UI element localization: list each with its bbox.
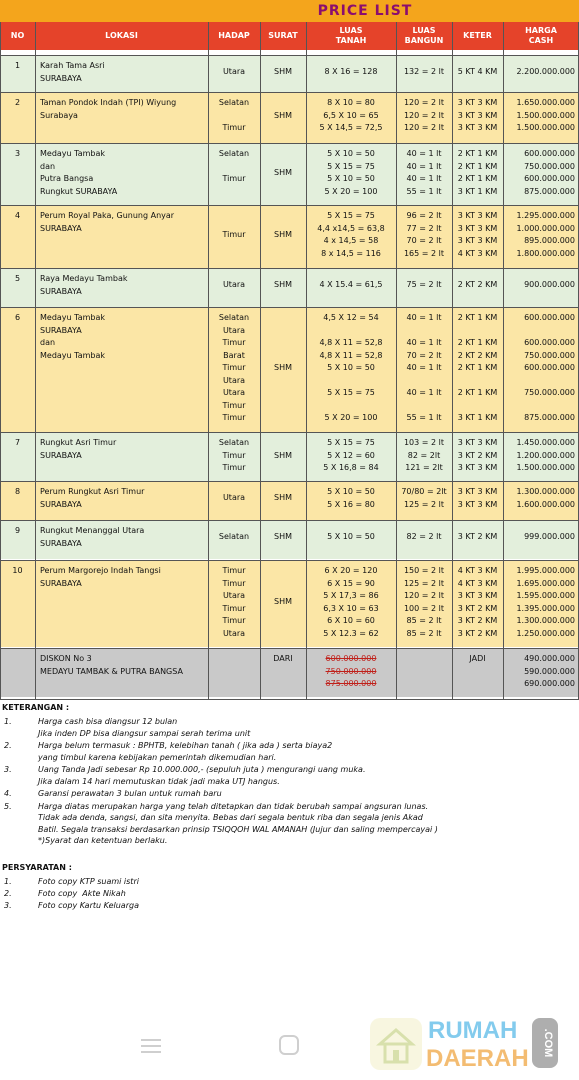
row-location: Perum Margorejo Indah Tangsi [40, 566, 161, 575]
row-number: 6 [14, 313, 21, 322]
row-rooms: 3 KT 2 KM [457, 532, 498, 542]
row-location: Karah Tama Asri [40, 61, 105, 70]
row-certificate: SHM [274, 450, 292, 460]
keterangan-text: Jika inden DP bisa diangsur sampai serah terima unit [38, 728, 251, 738]
row-price: 750.000.000 [524, 161, 575, 171]
row-facing: Timur [222, 578, 246, 588]
row-price: 600.000.000 [524, 363, 575, 372]
row-certificate: SHM [274, 363, 292, 372]
keterangan-text: yang timbul karena kebijakan pemerintah dikemudian hari. [38, 752, 277, 762]
row-land-area: 5 X 10 = 50 [327, 174, 375, 183]
row-facing: Selatan [218, 98, 250, 107]
row-rooms: 4 KT 3 KM [457, 578, 498, 588]
row-land-area: 4 X 15.4 = 61,5 [319, 280, 383, 290]
keterangan-number: 4. [4, 789, 12, 798]
keterangan-text: Harga cash bisa diangsur 12 bulan [38, 717, 178, 726]
row-location: Taman Pondok Indah (TPI) Wiyung [40, 98, 177, 107]
row-rooms: 3 KT 3 KM [457, 123, 498, 132]
row-location: SURABAYA [40, 223, 82, 233]
row-price: 1.995.000.000 [516, 566, 575, 575]
row-rooms: 5 KT 4 KM [457, 67, 498, 77]
row-location: Perum Rungkut Asri Timur [40, 487, 145, 496]
row-price: 600.000.000 [524, 338, 575, 347]
row-building-area: 132 = 2 lt [403, 67, 445, 77]
keterangan-text: Tidak ada denda, sangsi, dan sita menyita. Bebas dari segala bentuk riba dan segala jenis Akad [38, 813, 423, 822]
row-price: 750.000.000 [524, 388, 575, 397]
watermark-line2: DAERAH [426, 1045, 529, 1072]
row-facing: Timur [222, 338, 246, 347]
row-divider [0, 307, 579, 308]
row-certificate: SHM [274, 280, 292, 290]
row-location: Rungkut Asri Timur [40, 438, 117, 447]
row-certificate: SHM [274, 67, 292, 77]
row-facing: Utara [222, 375, 246, 385]
row-rooms: 3 KT 3 KM [457, 591, 498, 600]
row-divider [0, 205, 579, 206]
row-number: 2 [14, 98, 21, 107]
page-title: PRICE LIST [317, 3, 413, 19]
row-rooms: 3 KT 1 KM [457, 186, 498, 196]
row-number: 1 [14, 61, 21, 70]
row-price: 1.200.000.000 [516, 450, 575, 460]
row-facing: Utara [222, 67, 246, 77]
keterangan-text: Harga diatas merupakan harga yang telah ditetapkan dan tidak berubah sampai angsuran lunas. [38, 801, 429, 811]
house-logo-icon [370, 1018, 422, 1070]
row-certificate: SHM [274, 167, 292, 177]
row-building-area: 77 = 2 lt [406, 223, 442, 233]
persyaratan-heading: PERSYARATAN : [2, 862, 72, 872]
row-rooms: 3 KT 3 KM [457, 211, 498, 220]
discount-old-price: 875.000.000 [325, 679, 377, 688]
row-land-area: 5 X 16 = 80 [327, 499, 375, 509]
row-price: 999.000.000 [524, 532, 575, 542]
row-facing: Timur [222, 603, 246, 613]
row-price: 1.650.000.000 [516, 98, 575, 107]
keterangan-text: Batil. Segala transaksi berdasarkan prinsip TSIQQOH WAL AMANAH (Jujur dan saling mempercayai ) [38, 824, 438, 834]
row-land-area: 8 x 14,5 = 116 [321, 248, 381, 258]
row-building-area: 82 = 2 lt [406, 532, 442, 542]
row-number: 5 [14, 274, 21, 283]
row-facing: Utara [222, 493, 246, 503]
keterangan-number: 3. [4, 765, 12, 774]
row-facing: Timur [222, 174, 246, 183]
persyaratan-number: 1. [4, 876, 12, 886]
row-location: Raya Medayu Tambak [40, 274, 128, 283]
row-building-area: 40 = 1 lt [406, 338, 442, 347]
row-rooms: 2 KT 2 KM [457, 280, 498, 290]
persyaratan-text: Foto copy Akte Nikah [38, 888, 126, 898]
column-divider [0, 22, 1, 700]
row-building-area: 85 = 2 lt [406, 628, 442, 638]
row-location: SURABAYA [40, 325, 82, 335]
row-price: 900.000.000 [524, 280, 575, 290]
row-location: SURABAYA [40, 538, 82, 548]
row-building-area: 120 = 2 lt [403, 591, 445, 600]
row-divider [0, 92, 579, 93]
row-land-area: 6,3 X 10 = 63 [323, 603, 379, 613]
column-divider [503, 22, 504, 700]
row-facing: Utara [222, 325, 246, 335]
row-rooms: 2 KT 1 KM [457, 313, 498, 322]
title-bar [0, 0, 579, 22]
row-number: 9 [14, 526, 21, 535]
row-building-area: 120 = 2 lt [403, 123, 445, 132]
row-location: SURABAYA [40, 578, 82, 588]
row-land-area: 4,8 X 11 = 52,8 [319, 338, 383, 347]
keterangan-number: 2. [4, 741, 12, 750]
row-facing: Utara [222, 280, 246, 290]
discount-to-label: JADI [469, 654, 486, 663]
row-land-area: 4 x 14,5 = 58 [323, 236, 379, 245]
header-no: NO [10, 31, 25, 40]
row-rooms: 3 KT 2 KM [457, 616, 498, 625]
row-land-area: 4,5 X 12 = 54 [323, 313, 379, 322]
row-building-area: 55 = 1 lt [406, 186, 442, 196]
row-land-area: 5 X 15 = 75 [327, 161, 375, 171]
keterangan-text: Garansi perawatan 3 bulan untuk rumah baru [38, 789, 222, 798]
row-land-area: 5 X 15 = 75 [327, 211, 375, 220]
row-building-area: 40 = 1 lt [406, 174, 442, 183]
header-harga: HARGA CASH [525, 26, 557, 45]
row-building-area: 85 = 2 lt [406, 616, 442, 625]
row-building-area: 70/80 = 2lt [401, 487, 447, 496]
row-land-area: 5 X 10 = 50 [327, 363, 375, 372]
row-price: 1.250.000.000 [516, 628, 575, 638]
persyaratan-number: 3. [4, 900, 12, 910]
dotcom-badge [532, 1018, 558, 1068]
persyaratan-number: 2. [4, 888, 12, 898]
column-divider [260, 22, 261, 700]
row-price: 1.000.000.000 [516, 223, 575, 233]
row-building-area: 103 = 2 lt [403, 438, 445, 447]
discount-old-price: 750.000.000 [325, 666, 377, 676]
row-location: SURABAYA [40, 499, 82, 509]
row-certificate: SHM [274, 493, 292, 503]
row-facing: Selatan [218, 438, 250, 447]
row-rooms: 3 KT 2 KM [457, 603, 498, 613]
row-rooms: 3 KT 3 KM [457, 438, 498, 447]
header-lokasi: LOKASI [105, 31, 138, 40]
row-rooms: 2 KT 1 KM [457, 338, 498, 347]
row-land-area: 5 X 14,5 = 72,5 [319, 123, 383, 132]
row-rooms: 2 KT 1 KM [457, 363, 498, 372]
row-rooms: 3 KT 3 KM [457, 110, 498, 120]
row-land-area: 6 X 15 = 90 [327, 578, 375, 588]
row-divider [0, 560, 579, 561]
row-building-area: 82 = 2lt [407, 450, 441, 460]
row-certificate: SHM [274, 229, 292, 239]
row-building-area: 40 = 1 lt [406, 388, 442, 397]
row-building-area: 40 = 1 lt [406, 161, 442, 171]
row-divider [0, 520, 579, 521]
row-location: Rungkut SURABAYA [40, 186, 118, 196]
row-land-area: 6 X 10 = 60 [327, 616, 375, 625]
row-price: 1.500.000.000 [516, 110, 575, 120]
row-price: 2.200.000.000 [516, 67, 575, 77]
row-number: 7 [14, 438, 21, 447]
row-price: 895.000.000 [524, 236, 575, 245]
row-number: 4 [14, 211, 21, 220]
keterangan-number: 1. [4, 717, 12, 726]
row-certificate: SHM [274, 110, 292, 120]
header-luas-tanah: LUAS TANAH [335, 26, 367, 45]
row-building-area: 96 = 2 lt [406, 211, 442, 220]
row-certificate: SHM [274, 532, 292, 542]
row-building-area: 75 = 2 lt [406, 280, 442, 290]
row-land-area: 5 X 12.3 = 62 [323, 628, 379, 638]
row-facing: Timur [222, 363, 246, 372]
row-facing: Timur [222, 616, 246, 625]
persyaratan-text: Foto copy Kartu Keluarga [38, 900, 139, 910]
row-land-area: 5 X 20 = 100 [324, 413, 378, 422]
row-building-area: 40 = 1 lt [406, 313, 442, 322]
row-price: 1.295.000.000 [516, 211, 575, 220]
row-location: Medayu Tambak [40, 350, 106, 360]
keterangan-text: Jika dalam 14 hari memutuskan tidak jadi maka UTJ hangus. [38, 776, 280, 786]
discount-new-price: 490.000.000 [524, 654, 575, 663]
table-header [0, 22, 579, 51]
row-rooms: 3 KT 2 KM [457, 628, 498, 638]
discount-old-price: 600.000.000 [325, 654, 377, 663]
row-certificate: SHM [274, 597, 292, 607]
row-land-area: 5 X 16,8 = 84 [323, 463, 379, 472]
table-bottom-border [0, 699, 579, 700]
row-rooms: 3 KT 3 KM [457, 236, 498, 245]
row-number: 8 [14, 487, 21, 496]
row-rooms: 3 KT 1 KM [457, 413, 498, 422]
row-location: Surabaya [40, 110, 78, 120]
row-facing: Timur [222, 229, 246, 239]
row-land-area: 4,8 X 11 = 52,8 [319, 350, 383, 360]
row-land-area: 8 X 10 = 80 [327, 98, 375, 107]
row-location: SURABAYA [40, 73, 82, 83]
row-building-area: 70 = 2 lt [406, 236, 442, 245]
row-facing: Timur [222, 463, 246, 472]
row-facing: Timur [222, 450, 246, 460]
row-location: dan [40, 338, 56, 347]
discount-new-price: 690.000.000 [524, 679, 575, 688]
row-location: Putra Bangsa [40, 174, 94, 183]
row-land-area: 5 X 20 = 100 [324, 186, 378, 196]
row-building-area: 55 = 1 lt [406, 413, 442, 422]
row-facing: Barat [223, 350, 245, 360]
row-price: 1.595.000.000 [516, 591, 575, 600]
row-price: 1.695.000.000 [516, 578, 575, 588]
row-rooms: 3 KT 3 KM [457, 463, 498, 472]
row-price: 1.450.000.000 [516, 438, 575, 447]
row-land-area: 5 X 10 = 50 [327, 487, 375, 496]
row-land-area: 5 X 17,3 = 86 [323, 591, 379, 600]
row-building-area: 120 = 2 lt [403, 110, 445, 120]
row-facing: Selatan [218, 149, 250, 158]
row-land-area: 5 X 10 = 50 [327, 149, 375, 158]
row-facing: Utara [222, 591, 246, 600]
home-icon[interactable] [280, 1036, 298, 1054]
row-rooms: 2 KT 2 KM [457, 350, 498, 360]
row-facing: Utara [222, 628, 246, 638]
row-rooms: 3 KT 2 KM [457, 450, 498, 460]
row-facing: Utara [222, 388, 246, 397]
column-divider [208, 22, 209, 700]
row-divider [0, 648, 579, 649]
row-building-area: 100 = 2 lt [403, 603, 445, 613]
discount-new-price: 590.000.000 [524, 666, 575, 676]
row-building-area: 40 = 1 lt [406, 149, 442, 158]
row-rooms: 3 KT 3 KM [457, 223, 498, 233]
row-land-area: 6 X 20 = 120 [324, 566, 378, 575]
row-rooms: 2 KT 1 KM [457, 174, 498, 183]
row-price: 1.800.000.000 [516, 248, 575, 258]
row-rooms: 2 KT 1 KM [457, 161, 498, 171]
row-price: 1.300.000.000 [516, 616, 575, 625]
row-facing: Timur [222, 400, 246, 410]
row-price: 600.000.000 [524, 149, 575, 158]
row-divider [0, 143, 579, 144]
row-rooms: 2 KT 1 KM [457, 149, 498, 158]
row-land-area: 4,4 x14,5 = 63,8 [317, 223, 385, 233]
keterangan-heading: KETERANGAN : [2, 703, 70, 712]
row-building-area: 121 = 2lt [405, 463, 443, 472]
watermark-suffix: .COM [542, 1028, 554, 1058]
row-rooms: 2 KT 1 KM [457, 388, 498, 397]
row-building-area: 150 = 2 lt [403, 566, 445, 575]
row-building-area: 125 = 2 lt [403, 499, 445, 509]
row-rooms: 3 KT 3 KM [457, 499, 498, 509]
header-hadap: HADAP [218, 31, 250, 40]
keterangan-number: 5. [4, 801, 12, 811]
row-price: 875.000.000 [524, 413, 575, 422]
row-facing: Selatan [218, 532, 250, 542]
row-price: 1.395.000.000 [516, 603, 575, 613]
row-land-area: 5 X 12 = 60 [327, 450, 375, 460]
header-keter: KETER [463, 31, 492, 40]
row-land-area: 5 X 10 = 50 [327, 532, 375, 542]
row-location: SURABAYA [40, 450, 82, 460]
row-divider [0, 268, 579, 269]
row-land-area: 8 X 16 = 128 [324, 67, 378, 77]
row-facing: Selatan [218, 313, 250, 322]
row-divider [0, 55, 579, 56]
discount-label: MEDAYU TAMBAK & PUTRA BANGSA [40, 666, 183, 676]
menu-icon[interactable] [141, 1039, 161, 1053]
row-price: 1.300.000.000 [516, 487, 575, 496]
keterangan-text: Uang Tanda Jadi sebesar Rp 10.000.000,- (sepuluh juta ) mengurangi uang muka. [38, 765, 366, 774]
row-price: 875.000.000 [524, 186, 575, 196]
row-land-area: 5 X 15 = 75 [327, 438, 375, 447]
row-location: Perum Royal Paka, Gunung Anyar [40, 211, 175, 220]
watermark-line1: RUMAH [428, 1017, 518, 1044]
row-divider [0, 481, 579, 482]
row-price: 750.000.000 [524, 350, 575, 360]
row-number: 3 [14, 149, 21, 158]
row-facing: Timur [222, 123, 246, 132]
row-building-area: 125 = 2 lt [403, 578, 445, 588]
row-land-area: 6,5 X 10 = 65 [323, 110, 379, 120]
row-price: 600.000.000 [524, 174, 575, 183]
row-location: Medayu Tambak [40, 313, 106, 322]
persyaratan-text: Foto copy KTP suami istri [38, 876, 139, 886]
row-location: Rungkut Menanggal Utara [40, 526, 145, 535]
rumah-daerah-watermark [368, 1012, 568, 1074]
keterangan-text: Harga belum termasuk : BPHTB, kelebihan tanah ( jika ada ) serta biaya2 [38, 741, 333, 750]
row-location: SURABAYA [40, 286, 82, 296]
row-divider [0, 432, 579, 433]
row-facing: Timur [222, 566, 246, 575]
column-divider [35, 22, 36, 700]
discount-label: DISKON No 3 [40, 654, 92, 663]
discount-from-label: DARI [273, 654, 293, 663]
row-building-area: 70 = 2 lt [406, 350, 442, 360]
row-building-area: 120 = 2 lt [403, 98, 445, 107]
row-price: 1.500.000.000 [516, 463, 575, 472]
row-rooms: 3 KT 3 KM [457, 487, 498, 496]
column-divider [396, 22, 397, 700]
row-price: 1.500.000.000 [516, 123, 575, 132]
row-rooms: 3 KT 3 KM [457, 98, 498, 107]
row-rooms: 4 KT 3 KM [457, 248, 498, 258]
row-facing: Timur [222, 413, 246, 422]
header-luas-bangun: LUAS BANGUN [404, 26, 444, 45]
row-building-area: 40 = 1 lt [406, 363, 442, 372]
row-rooms: 4 KT 3 KM [457, 566, 498, 575]
column-divider [306, 22, 307, 700]
header-surat: SURAT [268, 31, 298, 40]
keterangan-text: *)Syarat dan ketentuan berlaku. [38, 836, 168, 845]
row-location: Medayu Tambak [40, 149, 106, 158]
row-price: 600.000.000 [524, 313, 575, 322]
row-building-area: 165 = 2 lt [403, 248, 445, 258]
row-land-area: 5 X 15 = 75 [327, 388, 375, 397]
column-divider [452, 22, 453, 700]
row-number: 10 [12, 566, 23, 575]
row-price: 1.600.000.000 [516, 499, 575, 509]
row-location: dan [40, 161, 56, 171]
